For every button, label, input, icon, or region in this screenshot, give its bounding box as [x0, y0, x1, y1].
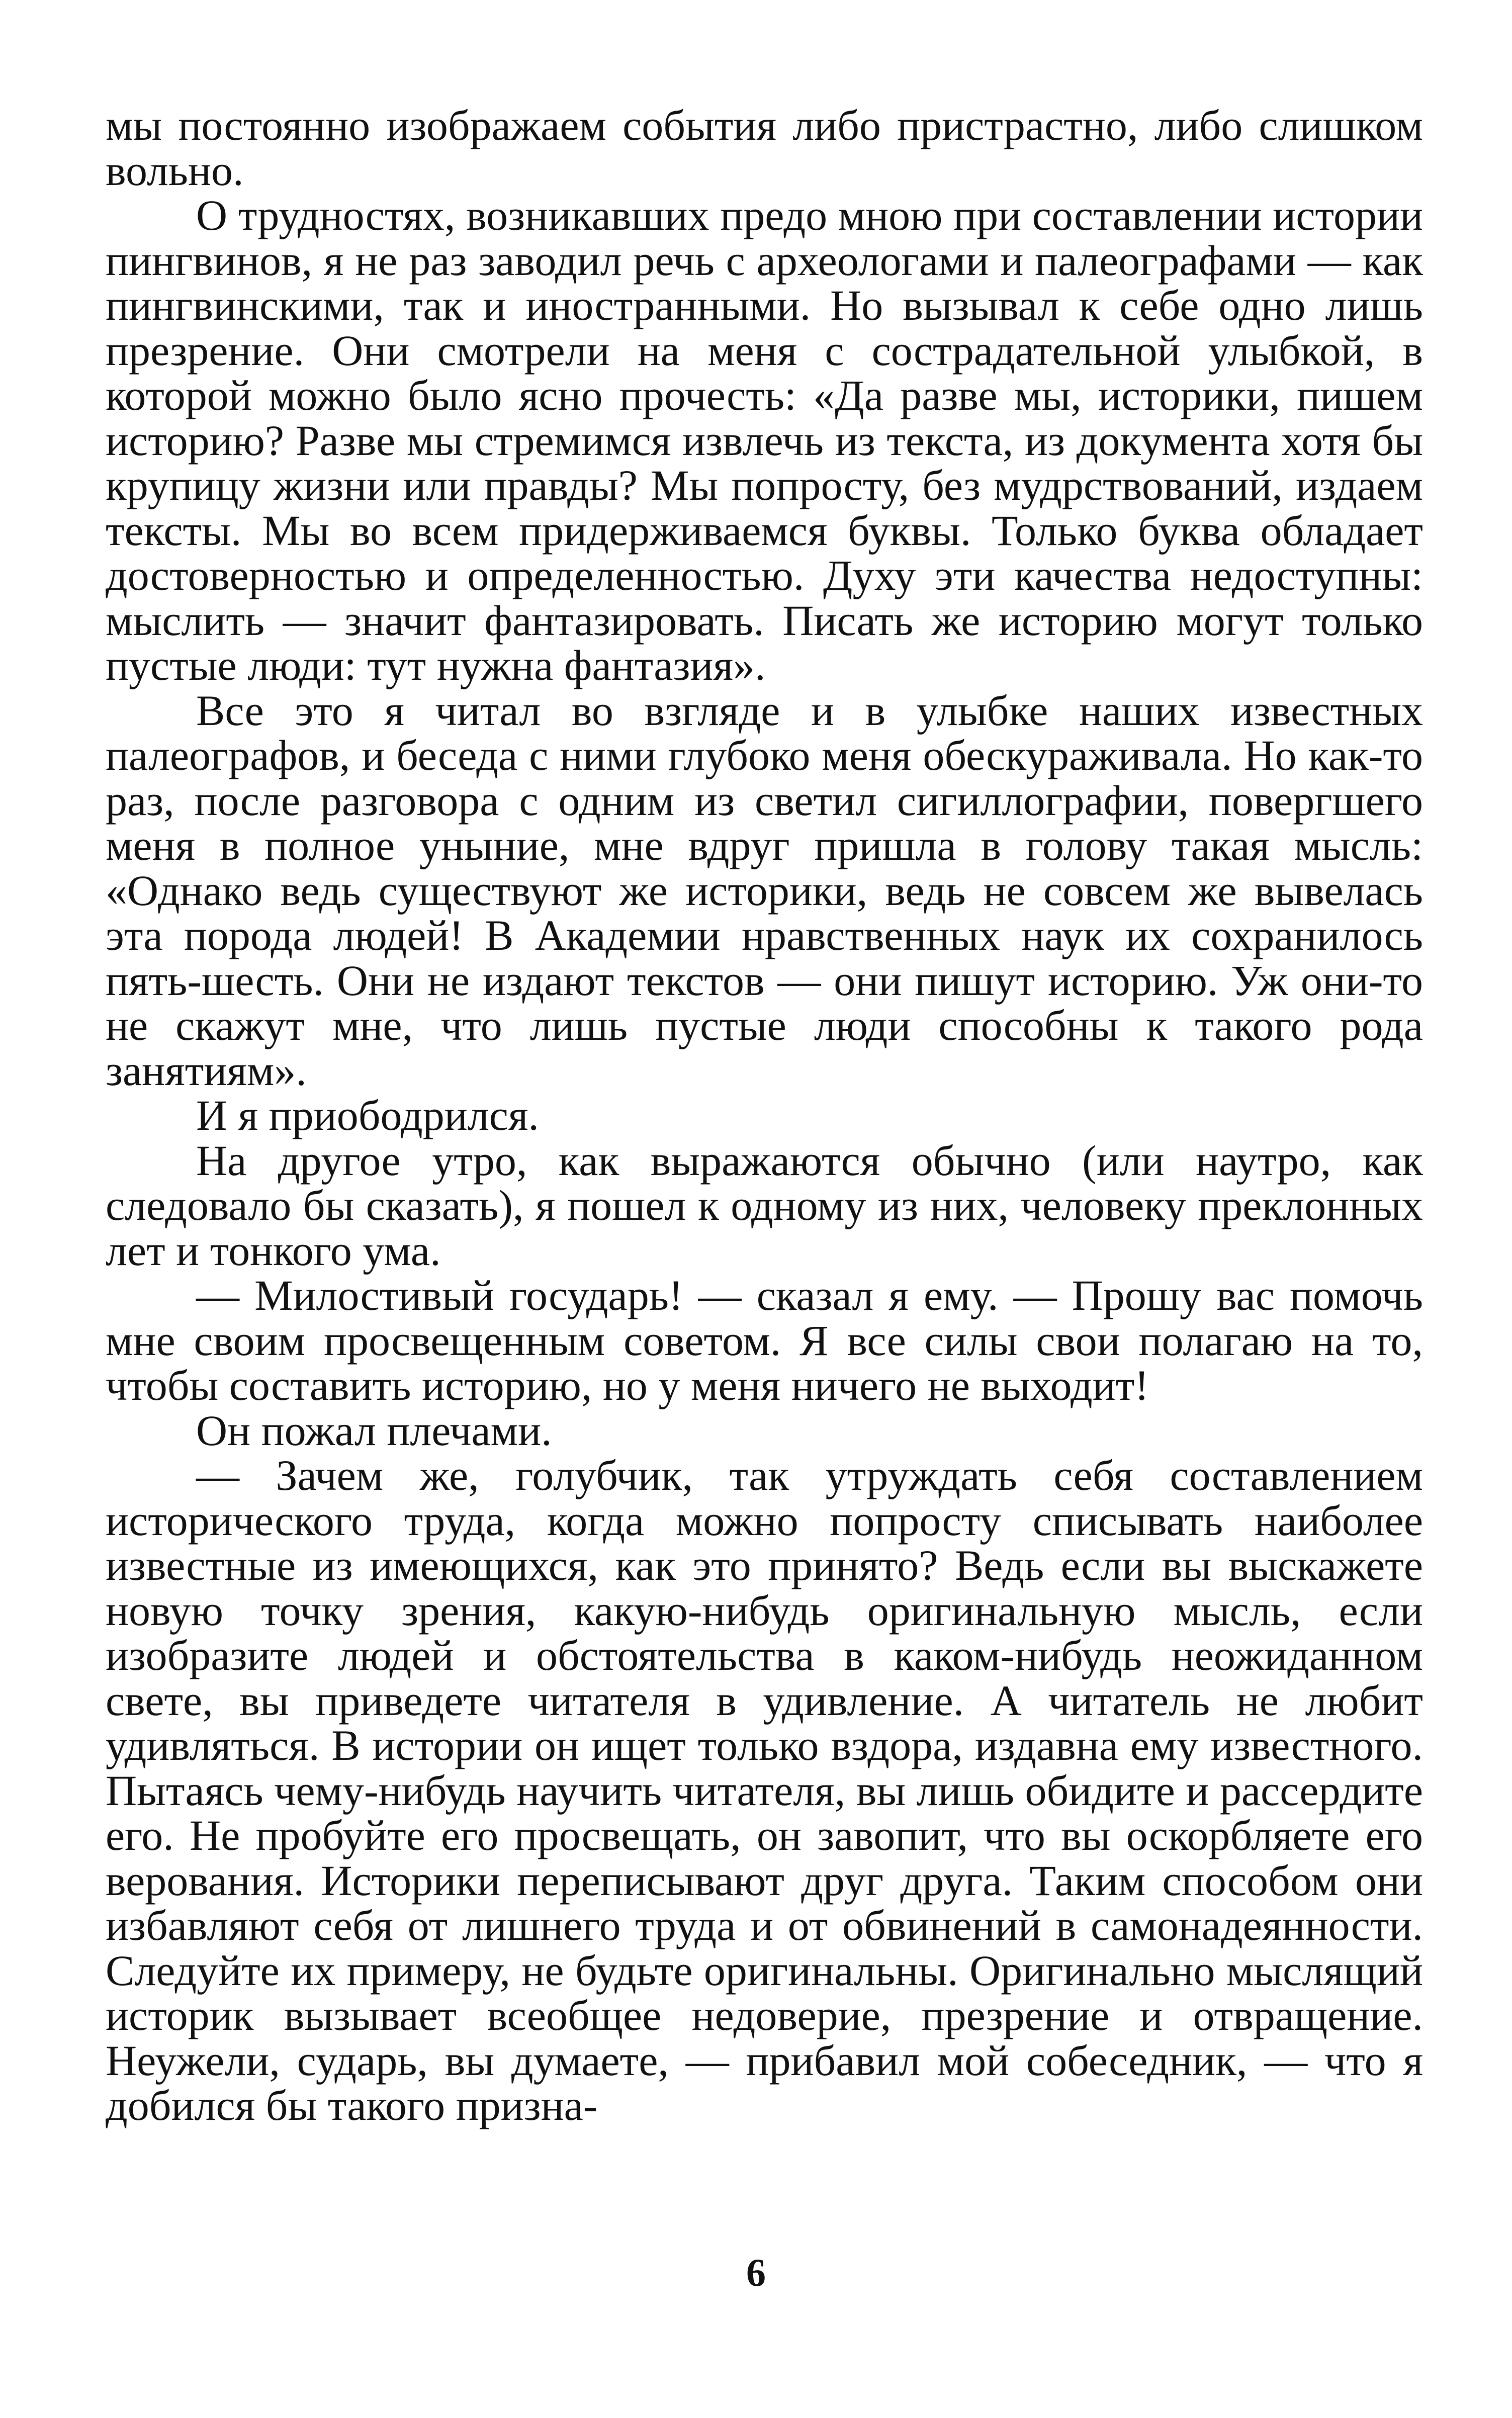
page-number: 6	[746, 2251, 766, 2294]
paragraph: — Милостивый государь! — сказал я ему. — Прошу вас помочь мне своим просвещенным советом. Я все силы свои полагаю на то, чтобы составить историю, но у меня ничего не выходит!	[106, 1271, 1423, 1409]
paragraph: На другое утро, как выражаются обычно (или наутро, как следовало бы сказать), я пошел к одному из них, человеку преклонных лет и тонкого ума.	[106, 1136, 1423, 1275]
body-text	[106, 103, 1423, 2128]
paragraph-continuation: мы постоянно изображаем события либо пристрастно, либо слишком вольно.	[106, 101, 1423, 195]
paragraph: Все это я читал во взгляде и в улыбке наших известных палеографов, и беседа с ними глубоко меня обескураживала. Но как-то раз, после разговора с одним из светил сигиллографии, повергшего меня в полное уныние, мне вдруг пришла в голову такая мысль: «Однако ведь существуют же историки, ведь не совсем же вывелась эта порода людей! В Академии нравственных наук их сохранилось пять-шесть. Они не издают текстов — они пишут историю. Уж они-то не скажут мне, что лишь пустые люди способны к такого рода занятиям».	[106, 686, 1423, 1095]
paragraph: Он пожал плечами.	[196, 1406, 552, 1455]
paragraph: И я приободрился.	[196, 1091, 539, 1139]
paragraph: — Зачем же, голубчик, так утруждать себя составлением исторического труда, когда можно попросту списывать наиболее известные из имеющихся, как это принято? Ведь если вы выскажете новую точку зрения, какую-нибудь оригинальную мысль, если изобразите людей и обстоятельства в каком-нибудь неожиданном свете, вы приведете читателя в удивление. А читатель не любит удивляться. В истории он ищет только вздора, издавна ему известного. Пытаясь чему-нибудь научить читателя, вы лишь обидите и рассердите его. Не пробуйте его просвещать, он завопит, что вы оскорбляете его верования. Историки переписывают друг друга. Таким способом они избавляют себя от лишнего труда и от обвинений в самонадеянности. Следуйте их примеру, не будьте оригинальны. Оригинально мыслящий историк вызывает всеобщее недоверие, презрение и отвращение. Неужели, сударь, вы думаете, — прибавил мой собеседник, — что я добился бы такого призна-	[106, 1451, 1423, 2129]
paragraph: О трудностях, возникавших предо мною при составлении истории пингвинов, я не раз заводил речь с археологами и палеографами — как пингвинскими, так и иностранными. Но вызывал к себе одно лишь презрение. Они смотрели на меня с сострадательной улыбкой, в которой можно было ясно прочесть: «Да разве мы, историки, пишем историю? Разве мы стремимся извлечь из текста, из документа хотя бы крупицу жизни или правды? Мы попросту, без мудрствований, издаем тексты. Мы во всем придерживаемся буквы. Только буква обладает достоверностью и определенностью. Духу эти качества недоступны: мыслить — значит фантазировать. Писать же историю могут только пустые люди: тут нужна фантазия».	[106, 191, 1423, 689]
